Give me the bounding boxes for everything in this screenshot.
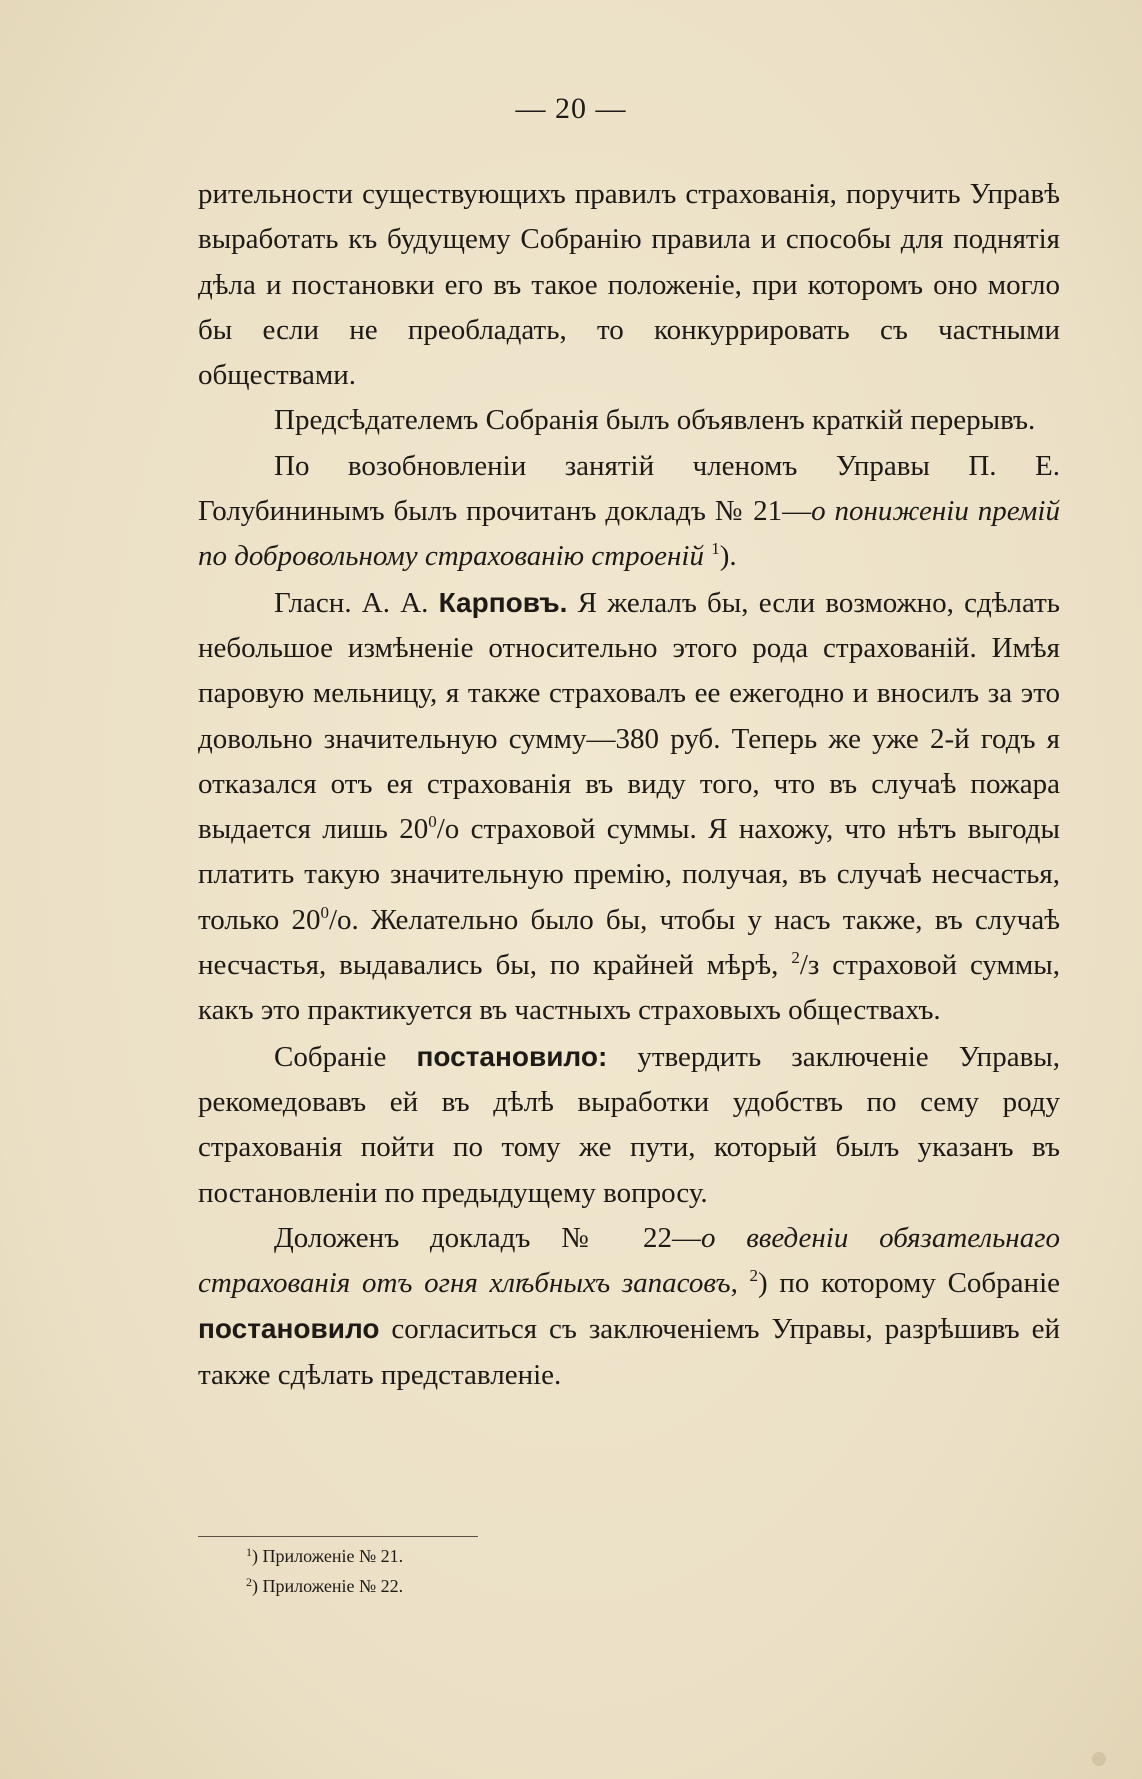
paragraph-text: Предсѣдателемъ Собранія былъ объявленъ краткій перерывъ. bbox=[274, 404, 1036, 437]
paragraph-text: согласиться съ заключеніемъ Управы, разрѣшивъ ей также сдѣлать представленіе. bbox=[198, 1313, 1060, 1391]
paragraph-text: Я желалъ бы, если возможно, сдѣлать небольшое измѣненіе относительно этого рода страхованій. Имѣя паровую мельницу, я также страховалъ ее ежегодно и вносилъ за это довольно значительную сумму—380 руб. Теперь же уже 2-й годъ я отказался отъ ея страхованія въ виду того, что въ случаѣ пожара выдается лишь 20 bbox=[198, 586, 1060, 846]
paragraph-text: /о. Желательно было бы, чтобы у насъ также, въ случаѣ несчастья, выдавались бы, по крайней мѣрѣ, bbox=[198, 903, 1060, 982]
footnote-ref: 2 bbox=[749, 1266, 759, 1286]
footnotes bbox=[246, 1541, 403, 1601]
paragraph-text: /о страховой суммы. Я нахожу, что нѣтъ выгоды платить такую значительную премію, получая, въ случаѣ несчастья, только 20 bbox=[198, 813, 1060, 936]
report-title-italic: о пониженіи премій по добровольному страхованію строеній bbox=[198, 495, 1060, 573]
paragraph-text: ). bbox=[719, 540, 737, 573]
paragraph-text: рительности существующихъ правилъ страхованія, поручить Управѣ выработать къ будущему Собранію правила и способы для поднятія дѣла и постановки его въ такое положеніе, при которомъ оно могло бы если не преобладать, то конкуррировать съ частными обществами. bbox=[198, 178, 1060, 392]
footnote-mark: 1 bbox=[246, 1545, 252, 1559]
footnote-divider bbox=[198, 1536, 478, 1537]
paragraph-2 bbox=[198, 398, 1060, 443]
footnote-2 bbox=[246, 1571, 403, 1601]
paragraph-text: Доложенъ докладъ № 22— bbox=[274, 1221, 701, 1254]
resolution-keyword: постановило: bbox=[416, 1040, 608, 1072]
footnote-text: ) Приложеніе № 22. bbox=[252, 1576, 404, 1596]
paragraph-text: /з страховой суммы, какъ это практикуется въ частныхъ страховыхъ обществахъ. bbox=[198, 949, 1060, 1027]
paragraph-text: утвердить заключеніе Управы, рекомедовавъ ей въ дѣлѣ выработки удобствъ по сему роду страхованія пойти по тому же пути, который былъ указанъ въ постановленіи по предыдущему вопросу. bbox=[198, 1040, 1060, 1209]
paragraph-4 bbox=[198, 580, 1060, 1034]
paper-stain bbox=[1092, 1752, 1106, 1766]
paragraph-text: Собраніе bbox=[274, 1040, 417, 1073]
page-number: — 20 — bbox=[515, 92, 627, 125]
percent-superscript: 0 bbox=[428, 812, 437, 832]
speaker-name: Карповъ. bbox=[438, 586, 568, 618]
document-body bbox=[198, 172, 1060, 1398]
resolution-keyword: постановило bbox=[198, 1313, 380, 1345]
paragraph-text: ) по которому Собраніе bbox=[758, 1267, 1061, 1300]
paragraph-5 bbox=[198, 1034, 1060, 1216]
footnote-1 bbox=[246, 1541, 403, 1571]
paragraph-1 bbox=[198, 172, 1060, 398]
percent-superscript: 0 bbox=[320, 902, 329, 922]
fraction-numerator: 2 bbox=[791, 948, 800, 968]
paragraph-text: По возобновленіи занятій членомъ Управы П. Е. Голубининымъ былъ прочитанъ докладъ № 21— bbox=[198, 449, 1060, 528]
paragraph-6 bbox=[198, 1216, 1060, 1398]
footnote-mark: 2 bbox=[246, 1575, 252, 1589]
paragraph-text: Гласн. А. А. bbox=[274, 586, 439, 619]
footnote-text: ) Приложеніе № 21. bbox=[252, 1546, 404, 1566]
paragraph-3 bbox=[198, 444, 1060, 580]
footnote-ref: 1 bbox=[711, 539, 720, 559]
report-title-italic: о введеніи обязательнаго страхованія отъ огня хлѣбныхъ запасовъ, bbox=[198, 1221, 1061, 1300]
